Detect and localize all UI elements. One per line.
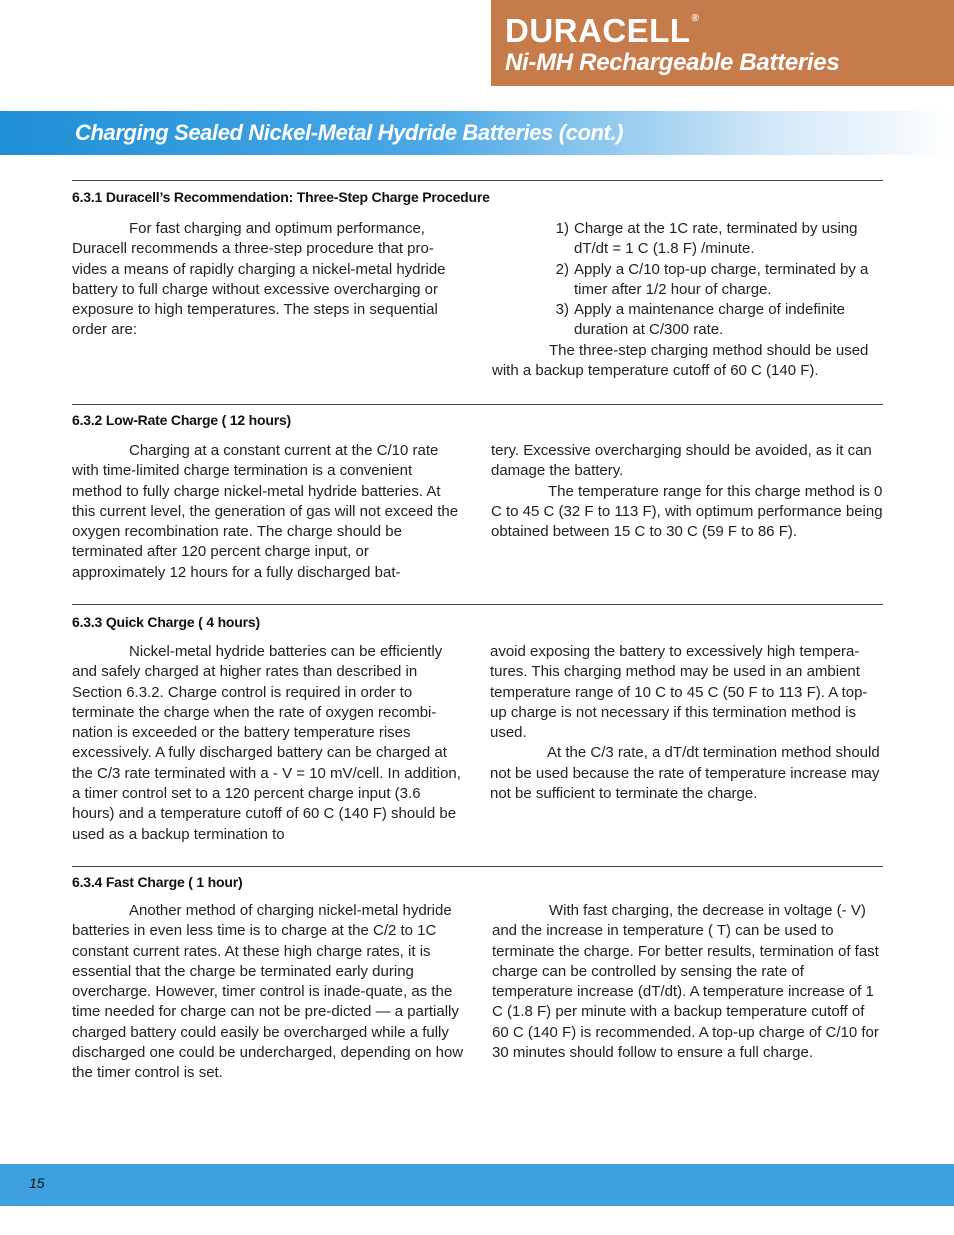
paragraph: The three-step charging method should be used with a backup temperature cutoff of 60 C (140 F). [492, 341, 869, 380]
paragraph: The temperature range for this charge method is 0 C to 45 C (32 F to 113 F), with optimum performance being obtained between 15 C to 30 C (59 F to 86 F). [491, 482, 883, 541]
step-item: 3) Apply a maintenance charge of indefinite duration at C/300 rate. [555, 301, 846, 339]
section-divider [72, 180, 883, 181]
step-item: 1) Charge at the 1C rate, terminated by using dT/dt = 1 C (1.8 F) /minute. [555, 220, 858, 258]
page-title: Charging Sealed Nickel-Metal Hydride Batteries (cont.) [75, 120, 624, 145]
section-6-3-4-left-column [72, 901, 464, 1084]
product-line-title: Ni-MH Rechargeable Batteries [505, 49, 840, 76]
section-heading-6-3-2: 6.3.2 Low-Rate Charge ( 12 hours) [72, 412, 292, 428]
duracell-logo: DURACELL® [505, 12, 700, 49]
paragraph: avoid exposing the battery to excessively high tempera-tures. This charging method may be used in an ambient temperature range of 10 C to 45 C (50 F to 113 F). A top-up charge is not necessary if this termination method is used. [490, 643, 868, 742]
section-6-3-4-right-column [492, 901, 884, 1063]
section-6-3-2-right-column [491, 441, 883, 542]
paragraph: With fast charging, the decrease in voltage (- V) and the increase in temperature ( T) can be used to terminate the charge. For better results, termination of fast charge can be controlled by sensing the rate of temperature increase (dT/dt). A temperature increase of 1 C (1.8 F) per minute with a backup temperature cutoff of 60 C (140 F) is recommended. A top-up charge of C/10 for 30 minutes should follow to ensure a full charge. [492, 902, 879, 1062]
section-heading-6-3-3: 6.3.3 Quick Charge ( 4 hours) [72, 614, 260, 630]
page-number: 15 [29, 1175, 45, 1191]
section-6-3-1-right-column [492, 219, 884, 381]
section-divider [72, 604, 883, 605]
section-6-3-1-left-column [72, 219, 464, 341]
paragraph: tery. Excessive overcharging should be avoided, as it can damage the battery. [491, 442, 872, 480]
section-6-3-3-left-column [72, 642, 464, 845]
section-6-3-3-right-column [490, 642, 884, 804]
paragraph: Another method of charging nickel-metal hydride batteries in even less time is to charge at the C/2 to 1C constant current rates. At these high charge rates, it is essential that the charge be terminated early during overcharge. However, timer control is inade-quate, as the time needed for charge can not be pre-dicted — a partially charged battery could easily be overcharged while a fully discharged one could be undercharged, depending on how the timer control is set. [72, 902, 464, 1082]
section-divider [72, 866, 883, 867]
footer-bar [0, 1164, 954, 1206]
section-heading-6-3-4: 6.3.4 Fast Charge ( 1 hour) [72, 874, 243, 890]
brand-header [491, 0, 954, 86]
page-title-bar [0, 111, 954, 155]
step-item: 2) Apply a C/10 top-up charge, terminated by a timer after 1/2 hour of charge. [555, 260, 869, 298]
paragraph: For fast charging and optimum performance, Duracell recommends a three-step procedure that pro-vides a means of rapidly charging a nickel-metal hydride battery to full charge without excessive overcharging or exposure to high temperatures. The steps in sequential order are: [72, 220, 446, 339]
paragraph: Charging at a constant current at the C/10 rate with time-limited charge termination is a convenient method to fully charge nickel-metal hydride batteries. At this current level, the generation of gas will not exceed the oxygen recombination rate. The charge should be terminated after 120 percent charge input, or approximately 12 hours for a fully discharged bat- [72, 442, 459, 581]
paragraph: Nickel-metal hydride batteries can be efficiently and safely charged at higher rates than described in Section 6.3.2. Charge control is required in order to terminate the charge when the rate of oxygen recombi-nation is exceeded or the battery temperature rises excessively. A fully discharged battery can be charged at the C/3 rate terminated with a - V = 10 mV/cell. In addition, a timer control set to a 120 percent charge input (3.6 hours) and a temperature cutoff of 60 C (140 F) should be used as a backup termination to [72, 643, 461, 843]
section-divider [72, 404, 883, 405]
section-heading-6-3-1: 6.3.1 Duracell’s Recommendation: Three-Step Charge Procedure [72, 189, 490, 205]
paragraph: At the C/3 rate, a dT/dt termination method should not be used because the rate of temperature increase may not be sufficient to terminate the charge. [490, 744, 880, 803]
section-6-3-2-left-column [72, 441, 464, 583]
